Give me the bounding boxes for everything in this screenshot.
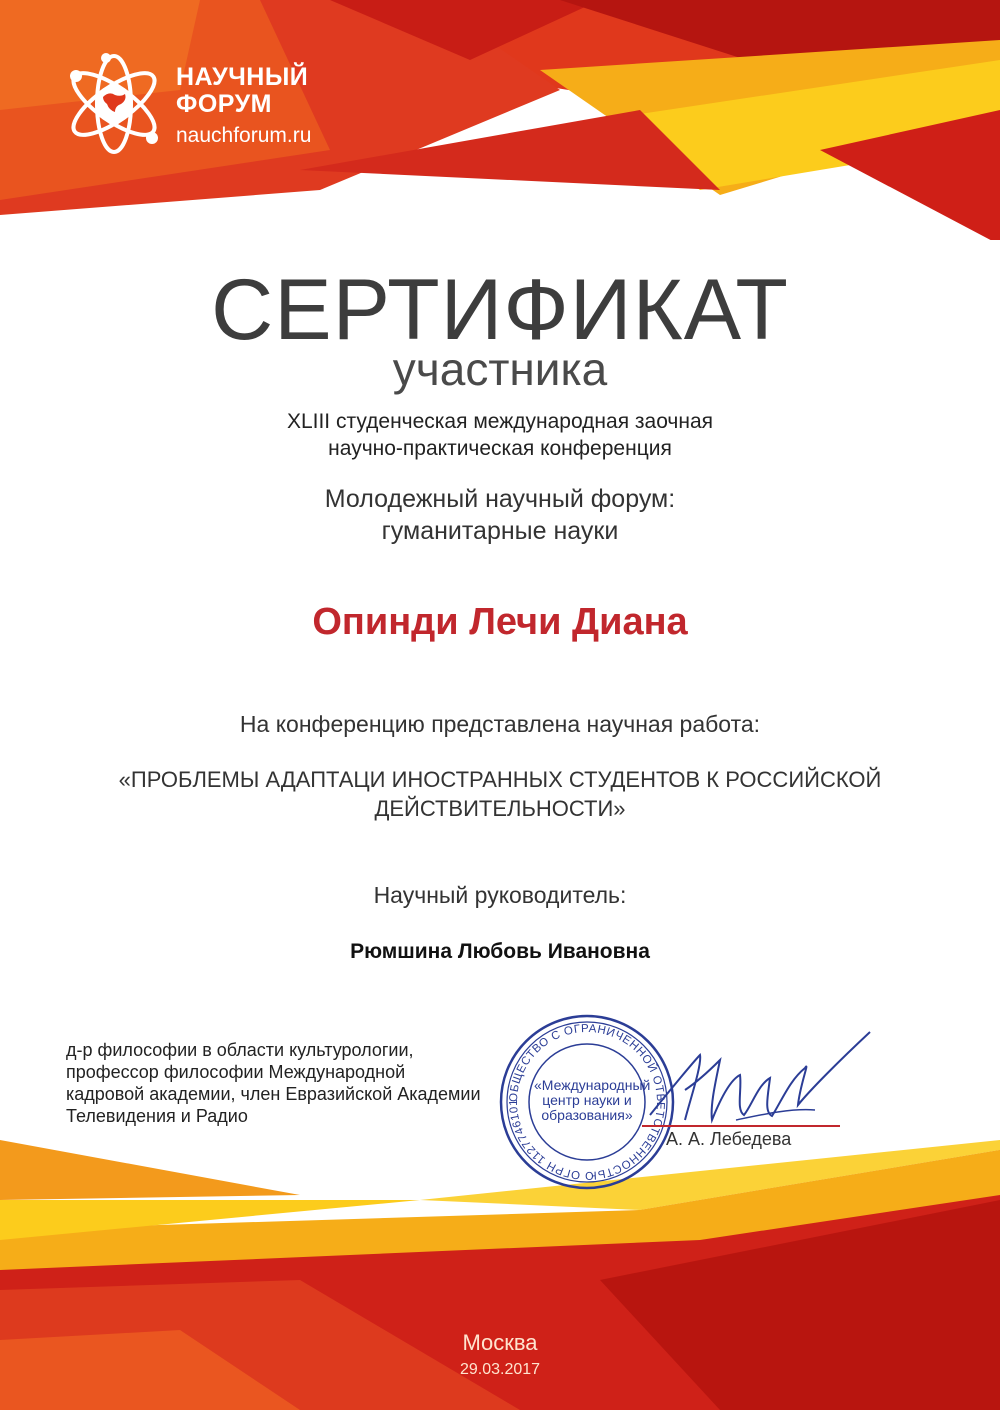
supervisor-label: Научный руководитель: (373, 882, 627, 908)
signer-name: А. А. Лебедева (666, 1129, 792, 1149)
credentials-line: кадровой академии, член Евразийской Академии (66, 1084, 481, 1104)
certificate-subtitle: участника (392, 343, 608, 395)
stamp-center-text (534, 1077, 651, 1123)
footer-city: Москва (462, 1330, 538, 1355)
handwritten-signature (640, 1020, 880, 1140)
credentials-line: д-р философии в области культурологии, (66, 1040, 414, 1060)
brand-logo[interactable] (62, 52, 362, 162)
certificate-title: СЕРТИФИКАТ (211, 262, 789, 358)
stamp-ring-text: ОБЩЕСТВО С ОГРАНИЧЕННОЙ ОТВЕТСТВЕННОСТЬЮ ОГРН 1127746101 (507, 1022, 667, 1182)
footer-date: 29.03.2017 (459, 1361, 541, 1378)
credentials-line: профессор философии Международной (66, 1062, 406, 1082)
brand-title-line1: НАУЧНЫЙ (176, 63, 309, 91)
atom-globe-icon (62, 52, 166, 156)
work-title-line1: «ПРОБЛЕМЫ АДАПТАЦИ ИНОСТРАННЫХ СТУДЕНТОВ К РОССИЙСКОЙ (118, 767, 882, 792)
forum-name-line2: гуманитарные науки (381, 517, 619, 545)
supervisor-name: Рюмшина Любовь Ивановна (350, 940, 650, 963)
work-intro-text: На конференцию представлена научная работа: (239, 711, 761, 737)
brand-title-line2: ФОРУМ (176, 90, 273, 118)
stamp-center-line: центр науки и (542, 1092, 632, 1108)
work-title-line2: ДЕЙСТВИТЕЛЬНОСТИ» (374, 796, 626, 821)
brand-site-link[interactable]: nauchforum.ru (176, 124, 312, 147)
credentials-line: Телевидения и Радио (66, 1106, 248, 1126)
conference-name-line1: XLIII студенческая международная заочная (286, 410, 714, 433)
forum-name-line1: Молодежный научный форум: (324, 485, 676, 513)
stamp-center-line: образования» (541, 1107, 633, 1123)
stamp-center-line: «Международный (534, 1077, 651, 1093)
conference-name-line2: научно-практическая конференция (328, 437, 672, 460)
participant-name: Опинди Лечи Диана (312, 601, 688, 643)
